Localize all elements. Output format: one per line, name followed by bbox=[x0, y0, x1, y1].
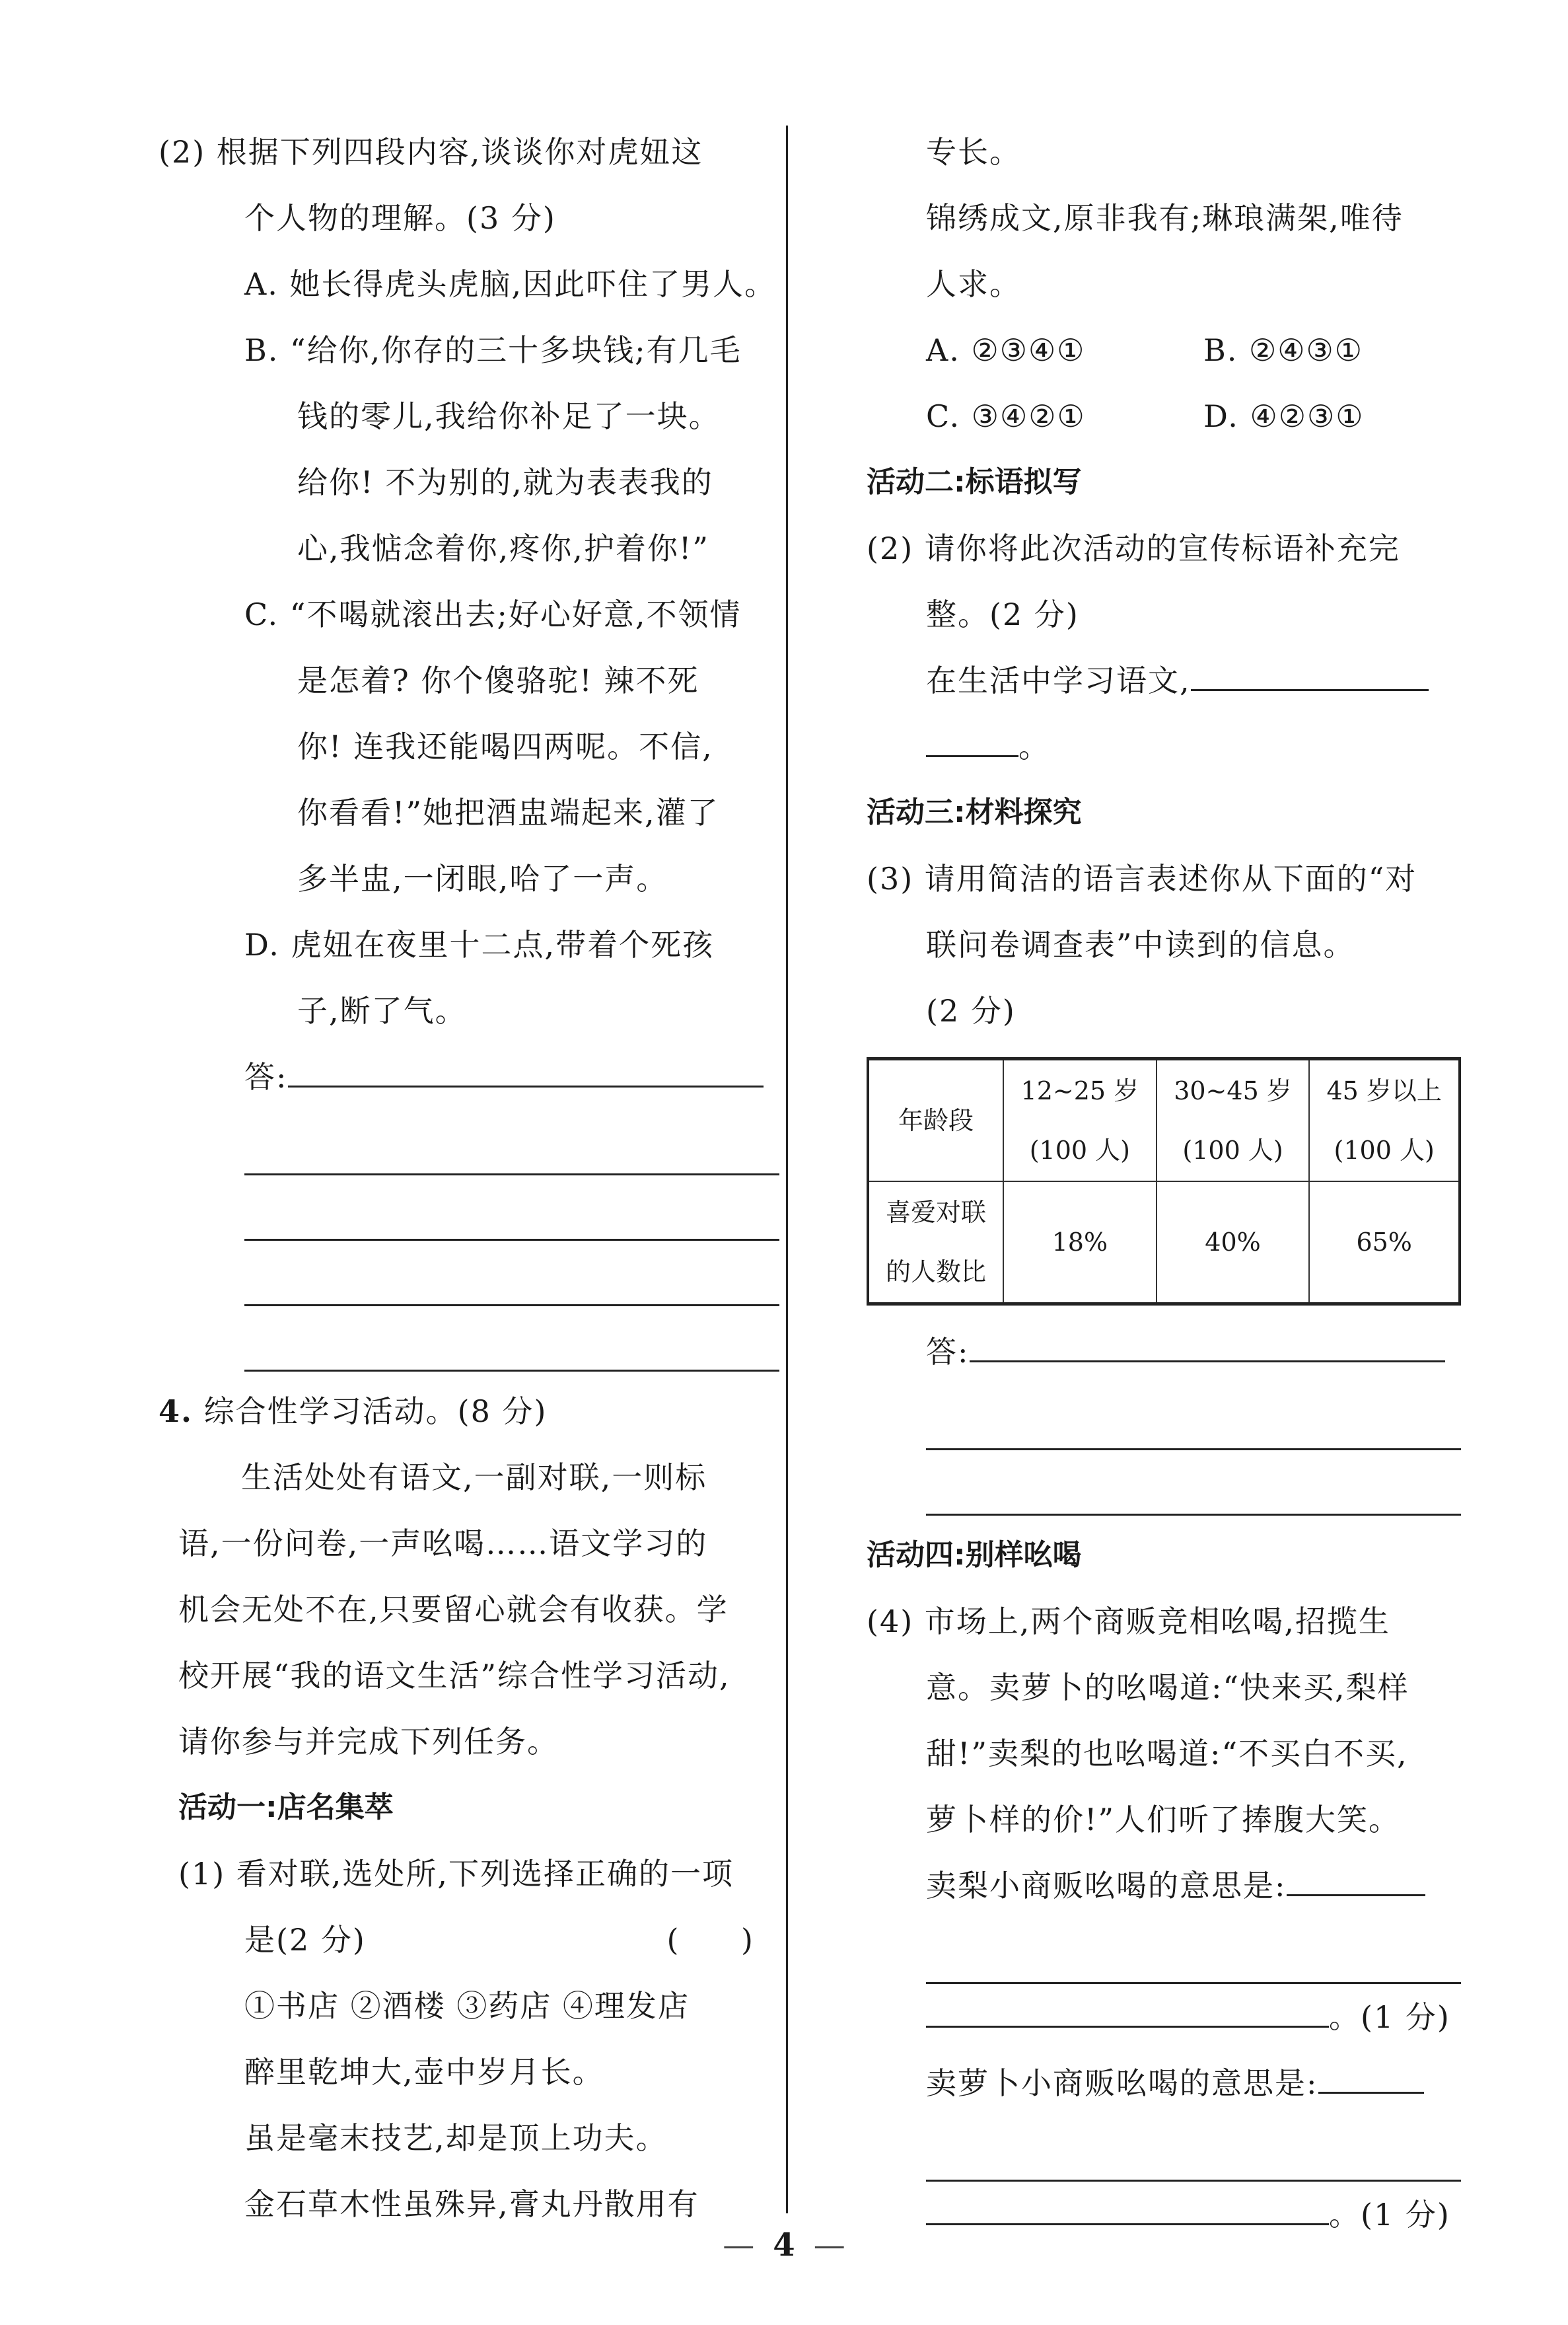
slogan-line bbox=[867, 647, 1461, 714]
option-c-cont: 你! 连我还能喝四两呢。不信, bbox=[297, 729, 713, 764]
table-cell: 40% bbox=[1157, 1181, 1310, 1304]
row-header-line: 喜爱对联 bbox=[885, 1198, 986, 1227]
question-3-prompt: (3) 请用简洁的语言表述你从下面的“对 bbox=[867, 861, 1417, 897]
option-b-cont: 心,我惦念着你,疼你,护着你!” bbox=[297, 531, 709, 566]
question-4-prompt-cont: 萝卜样的价!”人们听了捧腹大笑。 bbox=[926, 1802, 1401, 1837]
question-3-score: (2 分) bbox=[926, 993, 1016, 1029]
age-range: 45 岁以上 bbox=[1326, 1076, 1442, 1105]
activity-4-heading: 活动四:别样吆喝 bbox=[867, 1538, 1082, 1572]
activity-3-heading: 活动三:材料探究 bbox=[867, 795, 1082, 829]
table-cell bbox=[1003, 1059, 1157, 1182]
answer-blank[interactable] bbox=[1287, 1868, 1425, 1896]
question-1-prompt: (1) 看对联,选处所,下列选择正确的一项 bbox=[178, 1856, 734, 1892]
question-2-prompt-cont: 个人物的理解。(3 分) bbox=[244, 200, 556, 236]
table-cell bbox=[1309, 1059, 1460, 1182]
pear-prompt-text: 卖梨小商贩吆喝的意思是: bbox=[926, 1868, 1287, 1903]
slogan-line-2 bbox=[867, 714, 1461, 780]
choices-row-1 bbox=[867, 317, 1461, 383]
activity-1-heading: 活动一:店名集萃 bbox=[178, 1790, 394, 1824]
slogan-blank-1[interactable] bbox=[1191, 663, 1429, 691]
score-label: 。(1 分) bbox=[1329, 1999, 1450, 2035]
option-b: B. “给你,你存的三十多块钱;有几毛 bbox=[244, 332, 742, 368]
answer-blank[interactable] bbox=[288, 1059, 764, 1088]
question-4-title-text: 综合性学习活动。(8 分) bbox=[203, 1393, 548, 1429]
radish-answer-line[interactable] bbox=[926, 2116, 1461, 2182]
answer-blank[interactable] bbox=[970, 1334, 1445, 1362]
choice-c[interactable]: C. ③④②① bbox=[926, 398, 1086, 434]
question-4-prompt: (4) 市场上,两个商贩竞相吆喝,招揽生 bbox=[867, 1604, 1391, 1639]
question-1-text: 是(2 分) bbox=[244, 1922, 366, 1958]
slogan-blank-2[interactable] bbox=[926, 729, 1018, 757]
sample-count: (100 人) bbox=[1182, 1136, 1283, 1165]
answer-line-2[interactable] bbox=[926, 1385, 1461, 1450]
question-2-prompt: (2) 根据下列四段内容,谈谈你对虎妞这 bbox=[159, 134, 703, 170]
intro-paragraph: 请你参与并完成下列任务。 bbox=[178, 1724, 559, 1759]
couplet-2: 虽是毫末技艺,却是顶上功夫。 bbox=[244, 2120, 668, 2156]
survey-table bbox=[867, 1057, 1461, 1306]
option-d: D. 虎妞在夜里十二点,带着个死孩 bbox=[244, 927, 715, 963]
answer-blank[interactable] bbox=[926, 2197, 1329, 2225]
dash-right: — bbox=[813, 2227, 845, 2264]
option-c-cont: 多半盅,一闭眼,哈了一声。 bbox=[297, 861, 668, 897]
choice-d[interactable]: D. ④②③① bbox=[1203, 398, 1365, 434]
choice-a[interactable]: A. ②③④① bbox=[926, 332, 1086, 368]
table-cell: 65% bbox=[1309, 1181, 1460, 1304]
score-label: 。(1 分) bbox=[1329, 2197, 1450, 2233]
activity-2-heading: 活动二:标语拟写 bbox=[867, 465, 1082, 499]
question-3-prompt-cont: 联问卷调查表”中读到的信息。 bbox=[926, 927, 1355, 963]
choice-b[interactable]: B. ②④③① bbox=[1203, 332, 1364, 368]
couplet-3-cont: 专长。 bbox=[926, 134, 1021, 170]
answer-label: 答: bbox=[926, 1334, 970, 1370]
right-column bbox=[867, 119, 1461, 2248]
question-number: 4. bbox=[159, 1393, 194, 1429]
answer-line-2[interactable] bbox=[244, 1110, 779, 1175]
intro-paragraph: 校开展“我的语文生活”综合性学习活动, bbox=[178, 1658, 731, 1693]
row-header bbox=[868, 1181, 1003, 1304]
answer-label: 答: bbox=[244, 1059, 288, 1095]
slogan-end: 。 bbox=[1018, 729, 1050, 764]
dash-left: — bbox=[723, 2227, 755, 2264]
pear-answer-line[interactable] bbox=[926, 1919, 1461, 1984]
answer-blank[interactable] bbox=[1318, 2065, 1424, 2094]
slogan-prefix: 在生活中学习语文, bbox=[926, 663, 1191, 698]
table-cell: 18% bbox=[1003, 1181, 1157, 1304]
choices-row-2 bbox=[867, 383, 1461, 449]
table-cell bbox=[1157, 1059, 1310, 1182]
answer-bracket[interactable]: ( ) bbox=[666, 1922, 779, 1958]
answer-blank[interactable] bbox=[926, 1999, 1329, 2028]
question-4-prompt-cont: 意。卖萝卜的吆喝道:“快来买,梨样 bbox=[926, 1670, 1409, 1705]
place-options: ①书店 ②酒楼 ③药店 ④理发店 bbox=[244, 1988, 690, 2024]
pear-answer-end bbox=[867, 1984, 1461, 2050]
answer-line-4[interactable] bbox=[244, 1241, 779, 1306]
sample-count: (100 人) bbox=[1029, 1136, 1130, 1165]
couplet-1: 醉里乾坤大,壶中岁月长。 bbox=[244, 2054, 604, 2090]
left-column bbox=[159, 119, 779, 2237]
answer-line-1[interactable] bbox=[159, 1044, 779, 1110]
row-header: 年龄段 bbox=[868, 1059, 1003, 1182]
intro-paragraph: 语,一份问卷,一声吆喝……语文学习的 bbox=[178, 1526, 708, 1561]
answer-line-5[interactable] bbox=[244, 1306, 779, 1372]
option-c-cont: 你看看!”她把酒盅端起来,灌了 bbox=[297, 795, 719, 830]
option-b-cont: 给你! 不为别的,就为表表我的 bbox=[297, 464, 713, 500]
option-b-cont: 钱的零儿,我给你补足了一块。 bbox=[297, 398, 721, 434]
answer-line-3[interactable] bbox=[926, 1450, 1461, 1516]
column-divider bbox=[786, 126, 788, 2213]
radish-prompt-text: 卖萝卜小商贩吆喝的意思是: bbox=[926, 2065, 1318, 2101]
page-number-value: 4 bbox=[773, 2227, 795, 2264]
radish-vendor-prompt bbox=[867, 2050, 1461, 2116]
question-4-title bbox=[159, 1378, 779, 1444]
sample-count: (100 人) bbox=[1334, 1136, 1435, 1165]
age-range: 12~25 岁 bbox=[1020, 1076, 1139, 1105]
answer-line-3[interactable] bbox=[244, 1175, 779, 1241]
option-d-cont: 子,断了气。 bbox=[297, 993, 467, 1029]
question-4-prompt-cont: 甜!”卖梨的也吆喝道:“不买白不买, bbox=[926, 1736, 1408, 1771]
question-2-prompt-cont: 整。(2 分) bbox=[926, 597, 1079, 632]
intro-paragraph: 生活处处有语文,一副对联,一则标 bbox=[241, 1459, 707, 1495]
table-row bbox=[868, 1059, 1460, 1182]
table-row bbox=[868, 1181, 1460, 1304]
couplet-4: 锦绣成文,原非我有;琳琅满架,唯待 bbox=[926, 200, 1404, 236]
option-a: A. 她长得虎头虎脑,因此吓住了男人。 bbox=[244, 266, 777, 302]
pear-vendor-prompt bbox=[867, 1853, 1461, 1919]
question-2-prompt: (2) 请你将此次活动的宣传标语补充完 bbox=[867, 531, 1400, 566]
question-1-prompt-cont bbox=[159, 1907, 779, 1973]
age-range: 30~45 岁 bbox=[1174, 1076, 1292, 1105]
option-c-cont: 是怎着? 你个傻骆驼! 辣不死 bbox=[297, 663, 699, 698]
option-c: C. “不喝就滚出去;好心好意,不领情 bbox=[244, 597, 742, 632]
answer-line-1[interactable] bbox=[867, 1319, 1461, 1385]
intro-paragraph: 机会无处不在,只要留心就会有收获。学 bbox=[178, 1592, 729, 1627]
page-number bbox=[0, 2227, 1568, 2264]
couplet-3: 金石草木性虽殊异,膏丸丹散用有 bbox=[244, 2186, 699, 2222]
couplet-4-cont: 人求。 bbox=[926, 266, 1021, 302]
row-header-line: 的人数比 bbox=[885, 1257, 986, 1286]
